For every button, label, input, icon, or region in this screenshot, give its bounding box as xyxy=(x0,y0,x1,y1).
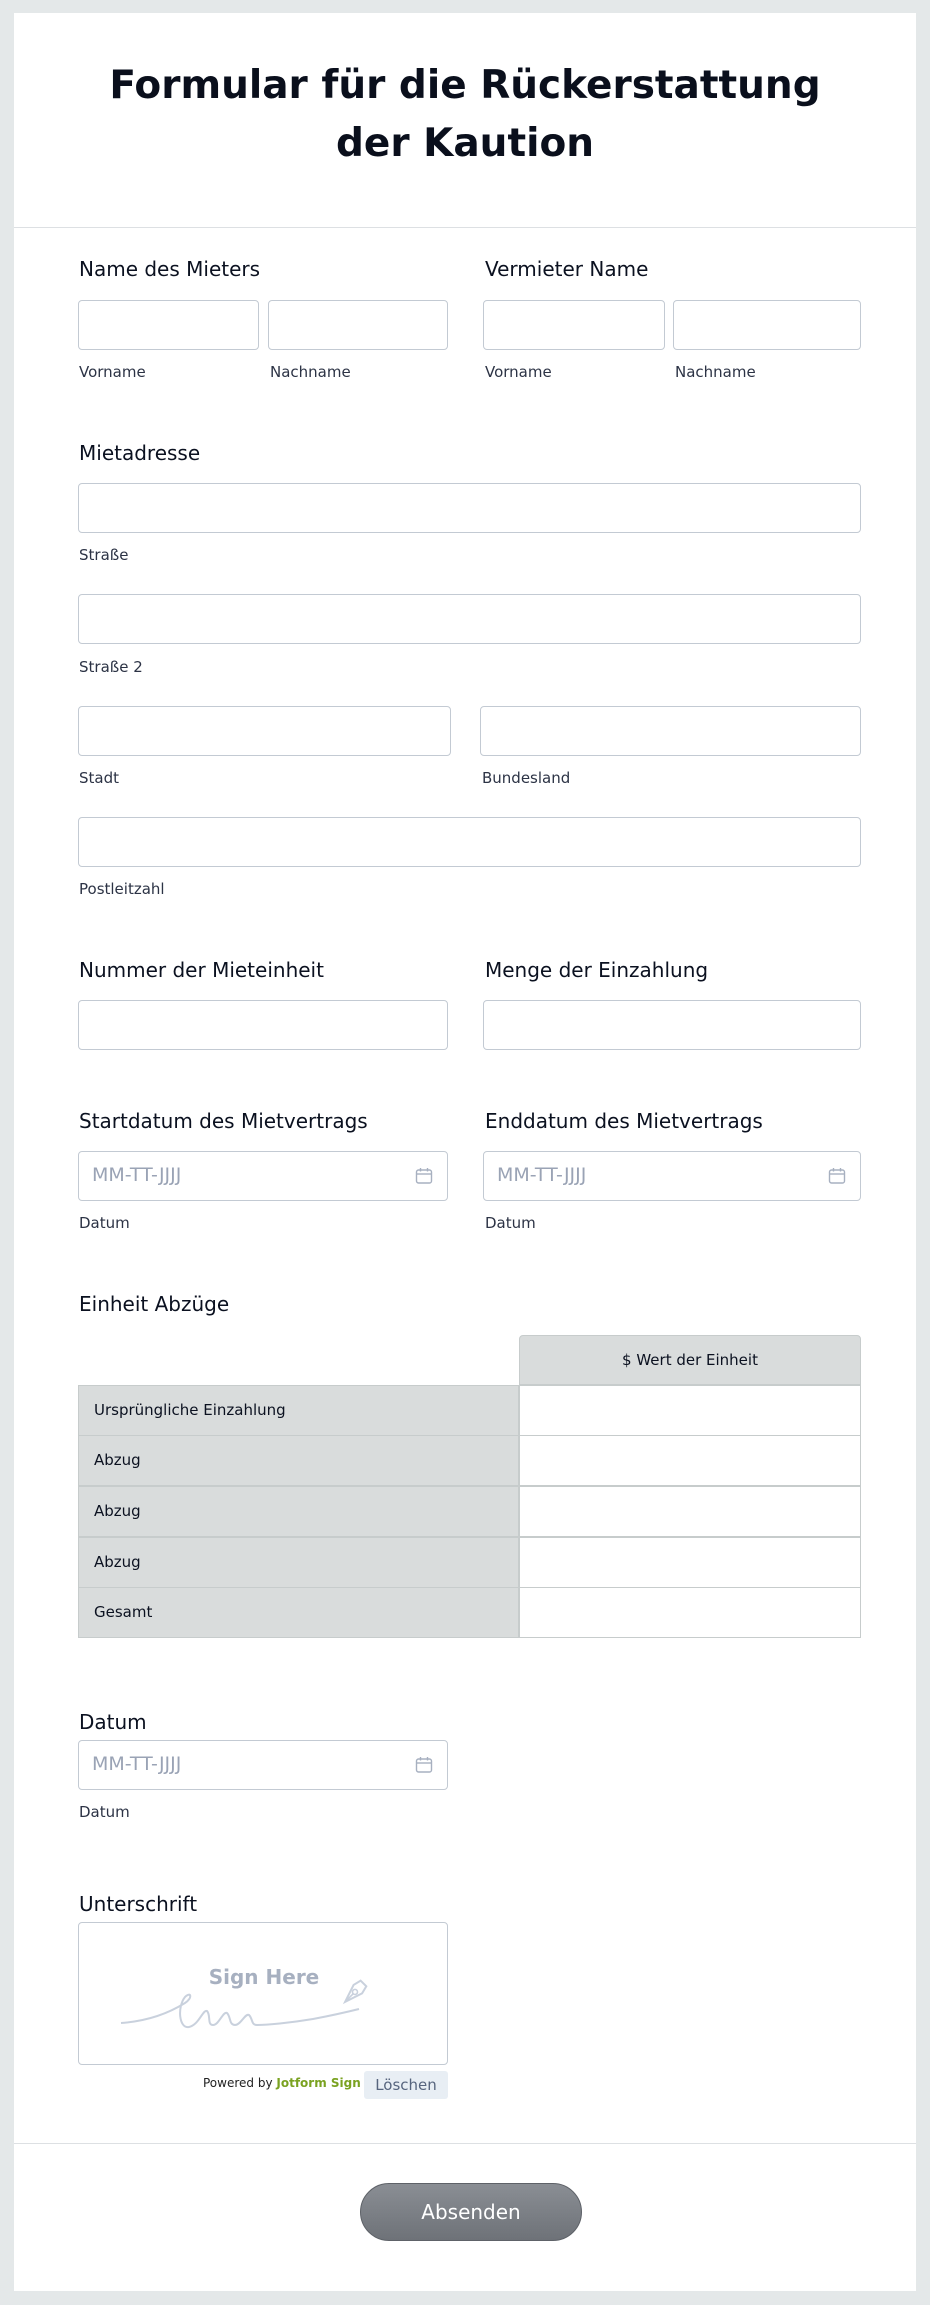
table-cell-input[interactable] xyxy=(519,1385,861,1436)
tenant-last-name-sublabel: Nachname xyxy=(270,363,351,381)
table-row xyxy=(78,1385,861,1436)
table-cell-input[interactable] xyxy=(519,1587,861,1638)
lease-start-label: Startdatum des Mietvertrags xyxy=(79,1109,368,1133)
address-label: Mietadresse xyxy=(79,441,201,465)
landlord-name-label: Vermieter Name xyxy=(485,257,649,281)
landlord-last-name-sublabel: Nachname xyxy=(675,363,756,381)
form-header xyxy=(14,13,916,228)
table-row-label: Abzug xyxy=(78,1435,519,1486)
table-row xyxy=(78,1435,861,1486)
city-sublabel: Stadt xyxy=(79,769,119,787)
sign-here-text: Sign Here xyxy=(208,1965,320,1989)
calendar-icon[interactable] xyxy=(828,1167,846,1185)
date-sublabel: Datum xyxy=(79,1803,130,1821)
table-row xyxy=(78,1587,861,1638)
landlord-first-name-input[interactable] xyxy=(483,300,665,350)
table-row xyxy=(78,1537,861,1588)
calendar-icon[interactable] xyxy=(415,1167,433,1185)
state-input[interactable] xyxy=(480,706,861,756)
zip-input[interactable] xyxy=(78,817,861,867)
tenant-first-name-sublabel: Vorname xyxy=(79,363,146,381)
tenant-first-name-input[interactable] xyxy=(78,300,259,350)
jotform-sign-brand: Jotform Sign xyxy=(276,2076,361,2090)
street-sublabel: Straße xyxy=(79,546,129,564)
landlord-first-name-sublabel: Vorname xyxy=(485,363,552,381)
date-label: Datum xyxy=(79,1710,147,1734)
table-row-label: Abzug xyxy=(78,1537,519,1588)
powered-by-text xyxy=(203,2076,361,2090)
table-cell-input[interactable] xyxy=(519,1537,861,1588)
table-cell-input[interactable] xyxy=(519,1486,861,1537)
unit-number-input[interactable] xyxy=(78,1000,448,1050)
deductions-column-header: $ Wert der Einheit xyxy=(519,1335,861,1385)
street2-input[interactable] xyxy=(78,594,861,644)
lease-start-date-input[interactable] xyxy=(78,1151,448,1201)
pen-nib-icon xyxy=(341,1979,368,2006)
date-placeholder: MM-TT-JJJJ xyxy=(92,1753,182,1775)
signature-label: Unterschrift xyxy=(79,1892,198,1916)
lease-start-placeholder: MM-TT-JJJJ xyxy=(92,1164,182,1186)
form-card xyxy=(14,13,916,2291)
deposit-amount-input[interactable] xyxy=(483,1000,861,1050)
footer-divider xyxy=(14,2143,916,2144)
tenant-name-label: Name des Mieters xyxy=(79,257,261,281)
tenant-last-name-input[interactable] xyxy=(268,300,448,350)
table-row-label: Abzug xyxy=(78,1486,519,1537)
table-row-label: Gesamt xyxy=(78,1587,519,1638)
table-row-label: Ursprüngliche Einzahlung xyxy=(78,1385,519,1436)
lease-end-label: Enddatum des Mietvertrags xyxy=(485,1109,763,1133)
signature-pad[interactable] xyxy=(78,1922,448,2065)
form-title: Formular für die Rückerstattung der Kaution xyxy=(109,63,821,166)
lease-end-sublabel: Datum xyxy=(485,1214,536,1232)
signature-scribble-icon xyxy=(119,1963,419,2053)
zip-sublabel: Postleitzahl xyxy=(79,880,165,898)
powered-by-label: Powered by xyxy=(203,2076,273,2090)
clear-signature-button[interactable]: Löschen xyxy=(364,2071,448,2099)
deposit-amount-label: Menge der Einzahlung xyxy=(485,958,709,982)
street-input[interactable] xyxy=(78,483,861,533)
date-input[interactable] xyxy=(78,1740,448,1790)
city-input[interactable] xyxy=(78,706,451,756)
lease-end-date-input[interactable] xyxy=(483,1151,861,1201)
street2-sublabel: Straße 2 xyxy=(79,658,143,676)
state-sublabel: Bundesland xyxy=(482,769,571,787)
submit-button[interactable]: Absenden xyxy=(360,2183,582,2241)
lease-start-sublabel: Datum xyxy=(79,1214,130,1232)
table-cell-input[interactable] xyxy=(519,1435,861,1486)
lease-end-placeholder: MM-TT-JJJJ xyxy=(497,1164,587,1186)
unit-number-label: Nummer der Mieteinheit xyxy=(79,958,324,982)
deductions-label: Einheit Abzüge xyxy=(79,1292,230,1316)
landlord-last-name-input[interactable] xyxy=(673,300,861,350)
table-row xyxy=(78,1486,861,1537)
calendar-icon[interactable] xyxy=(415,1756,433,1774)
